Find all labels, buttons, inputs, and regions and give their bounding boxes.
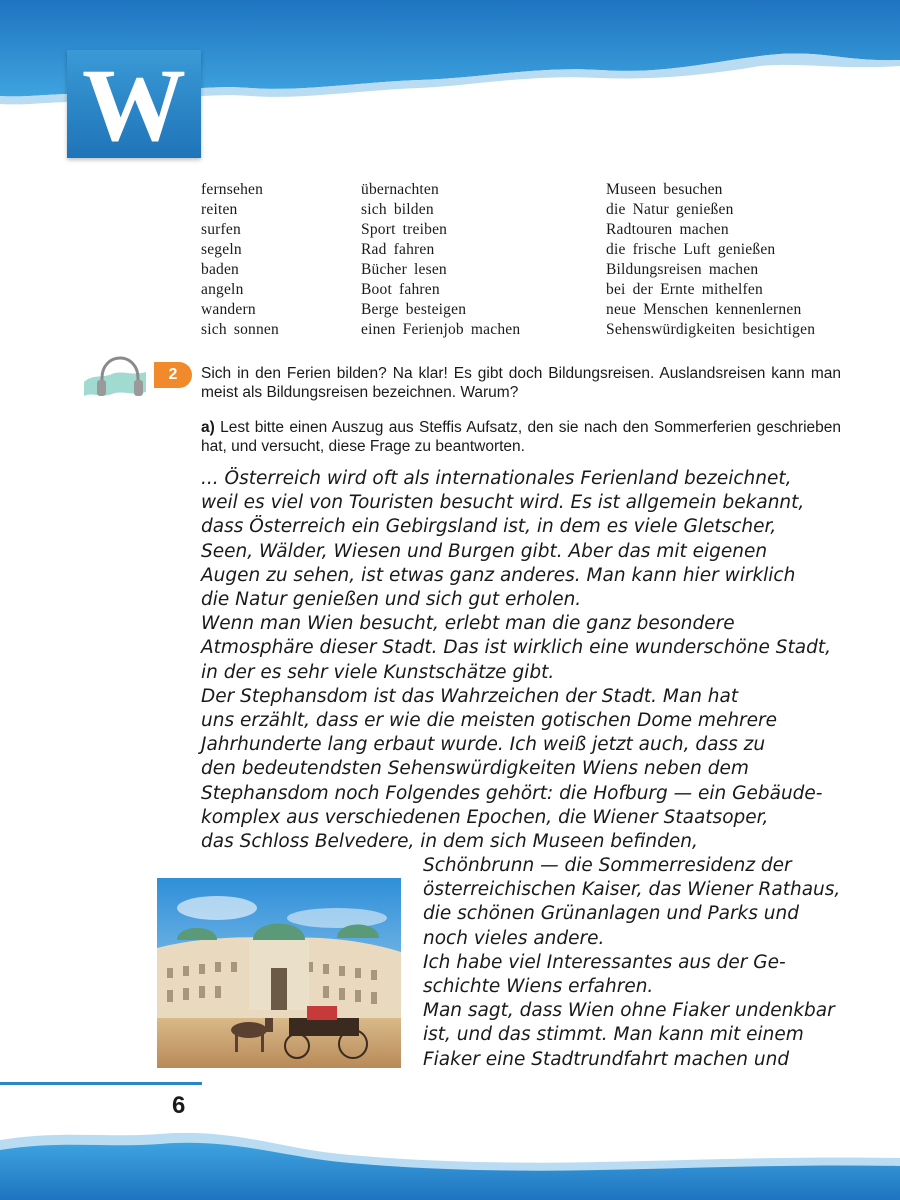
- essay-line: die schönen Grünanlagen und Parks und: [423, 903, 799, 925]
- page-number: 6: [172, 1092, 186, 1119]
- bottom-wave-banner: [0, 1120, 900, 1200]
- vocabulary-column-3: [606, 180, 815, 340]
- essay-line: weil es viel von Touristen besucht wird. Es ist allgemein bekannt,: [201, 492, 805, 514]
- vocab-item: wandern: [201, 301, 256, 318]
- vocab-item: sich bilden: [361, 201, 434, 218]
- vocab-item: reiten: [201, 201, 238, 218]
- essay-line: schichte Wiens erfahren.: [423, 976, 654, 998]
- essay-line: Schönbrunn — die Sommerresidenz der: [423, 855, 792, 876]
- essay-line: Der Stephansdom ist das Wahrzeichen der Stadt. Man hat: [201, 685, 739, 707]
- vocab-item: Sport treiben: [361, 221, 448, 238]
- vocab-item: übernachten: [361, 181, 439, 198]
- vocabulary-column-1: [201, 180, 279, 340]
- task-intro-text: Sich in den Ferien bilden? Na klar! Es gibt doch Bildungsreisen. Auslandsreisen kann man meist als Bildungsreisen bezeichnen. Warum?: [201, 365, 841, 401]
- essay-line: Man sagt, dass Wien ohne Fiaker undenkbar: [423, 1000, 835, 1022]
- vocab-item: bei der Ernte mithelfen: [606, 281, 763, 298]
- essay-line: Stephansdom noch Folgendes gehört: die Hofburg — ein Gebäude-: [201, 782, 823, 804]
- essay-text: [201, 467, 831, 854]
- vocab-item: baden: [201, 261, 240, 278]
- essay-line: uns erzählt, dass er wie die meisten gotischen Dome mehrere: [201, 710, 778, 732]
- essay-line: Seen, Wälder, Wiesen und Burgen gibt. Aber das mit eigenen: [201, 540, 768, 562]
- essay-line: das Schloss Belvedere, in dem sich Museen befinden,: [201, 831, 698, 853]
- essay-line: Wenn man Wien besucht, erlebt man die ganz besondere: [201, 613, 735, 635]
- vocab-item: einen Ferienjob machen: [361, 321, 521, 338]
- essay-line: Jahrhunderte lang erbaut wurde. Ich weiß jetzt auch, dass zu: [201, 734, 766, 756]
- vocab-item: die Natur genießen: [606, 201, 734, 218]
- vocabulary-column-2: [361, 180, 520, 340]
- essay-line: in der es sehr viele Kunstschätze gibt.: [201, 661, 555, 683]
- task-part-a: [201, 418, 841, 456]
- vocab-item: surfen: [201, 221, 241, 238]
- vocab-item: Radtouren machen: [606, 221, 729, 238]
- vocab-item: Bücher lesen: [361, 261, 447, 278]
- vocab-item: neue Menschen kennenlernen: [606, 301, 802, 318]
- essay-line: österreichischen Kaiser, das Wiener Rathaus,: [423, 879, 841, 901]
- essay-line: Augen zu sehen, ist etwas ganz anderes. Man kann hier wirklich: [201, 564, 796, 586]
- task-part-a-text: Lest bitte einen Auszug aus Steffis Aufsatz, den sie nach den Sommerferien geschrieben hat, und versucht, diese Frage zu beantworten.: [201, 419, 841, 455]
- essay-text-continued: [423, 854, 840, 1072]
- vocab-item: Boot fahren: [361, 281, 440, 298]
- vocab-item: Museen besuchen: [606, 181, 723, 198]
- vocab-item: sich sonnen: [201, 321, 279, 338]
- vocab-item: fernsehen: [201, 181, 264, 198]
- page-number-rule: [0, 1082, 202, 1085]
- essay-line: komplex aus verschiedenen Epochen, die Wiener Staatsoper,: [201, 806, 769, 828]
- vocab-item: Bildungsreisen machen: [606, 261, 759, 278]
- essay-line: noch vieles andere.: [423, 927, 605, 949]
- vocab-item: Berge besteigen: [361, 301, 467, 318]
- vocab-item: angeln: [201, 281, 244, 298]
- essay-line: die Natur genießen und sich gut erholen.: [201, 589, 582, 611]
- essay-line: Atmosphäre dieser Stadt. Das ist wirklich eine wunderschöne Stadt,: [201, 637, 831, 659]
- essay-line: Fiaker eine Stadtrundfahrt machen und: [423, 1048, 790, 1070]
- headphones-icon[interactable]: [82, 352, 148, 402]
- essay-line: ... Österreich wird oft als internationales Ferienland bezeichnet,: [201, 468, 792, 489]
- vocab-item: segeln: [201, 241, 242, 258]
- vocab-item: die frische Luft genießen: [606, 241, 776, 258]
- essay-line: dass Österreich ein Gebirgsland ist, in dem es viele Gletscher,: [201, 516, 777, 538]
- task-part-a-label: a): [201, 419, 215, 436]
- hofburg-photo: [157, 878, 401, 1068]
- essay-line: den bedeutendsten Sehenswürdigkeiten Wiens neben dem: [201, 758, 749, 780]
- essay-line: Ich habe viel Interessantes aus der Ge-: [423, 951, 786, 973]
- task-number-badge: 2: [154, 362, 192, 388]
- essay-line: ist, und das stimmt. Man kann mit einem: [423, 1024, 804, 1046]
- section-letter: W: [82, 48, 186, 163]
- vocab-item: Sehenswürdigkeiten besichtigen: [606, 321, 816, 338]
- section-letter-logo: [67, 48, 201, 163]
- vocab-item: Rad fahren: [361, 241, 435, 258]
